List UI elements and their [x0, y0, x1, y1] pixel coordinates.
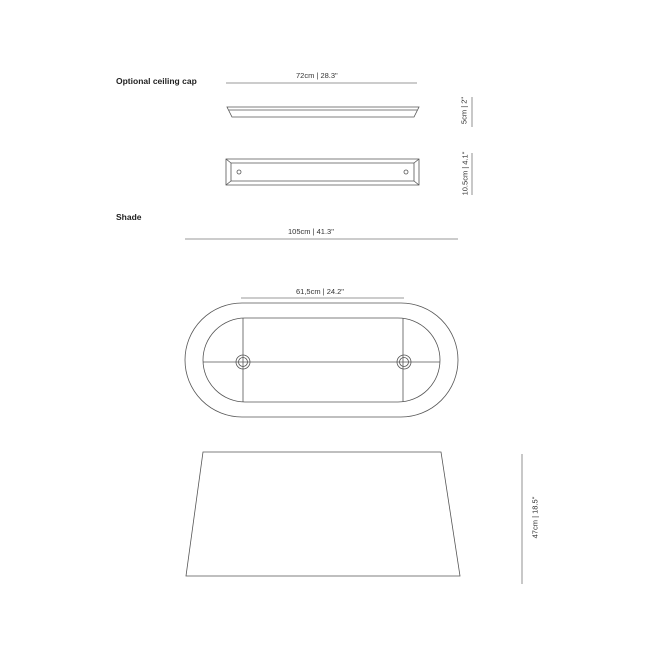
ceiling-cap-screw-right [404, 170, 408, 174]
shade-inner-width-label: 61,5cm | 24.2" [296, 287, 344, 296]
shade-width-label: 105cm | 41.3" [288, 227, 334, 236]
ceiling-cap-title: Optional ceiling cap [116, 76, 197, 86]
shade-title: Shade [116, 212, 142, 222]
ceiling-cap-top-profile [227, 107, 419, 117]
ceiling-cap-bottom-height-label: 10.5cm | 4.1" [460, 151, 470, 196]
ceiling-cap-width-label: 72cm | 28.3" [296, 71, 338, 80]
shade-outer-outline [185, 303, 458, 417]
ceiling-cap-screw-left [237, 170, 241, 174]
shade-side-profile [186, 452, 460, 576]
ceiling-cap-top-height-label: 5cm | 2" [459, 96, 469, 125]
shade-height-label: 47cm | 18.5" [530, 496, 540, 539]
